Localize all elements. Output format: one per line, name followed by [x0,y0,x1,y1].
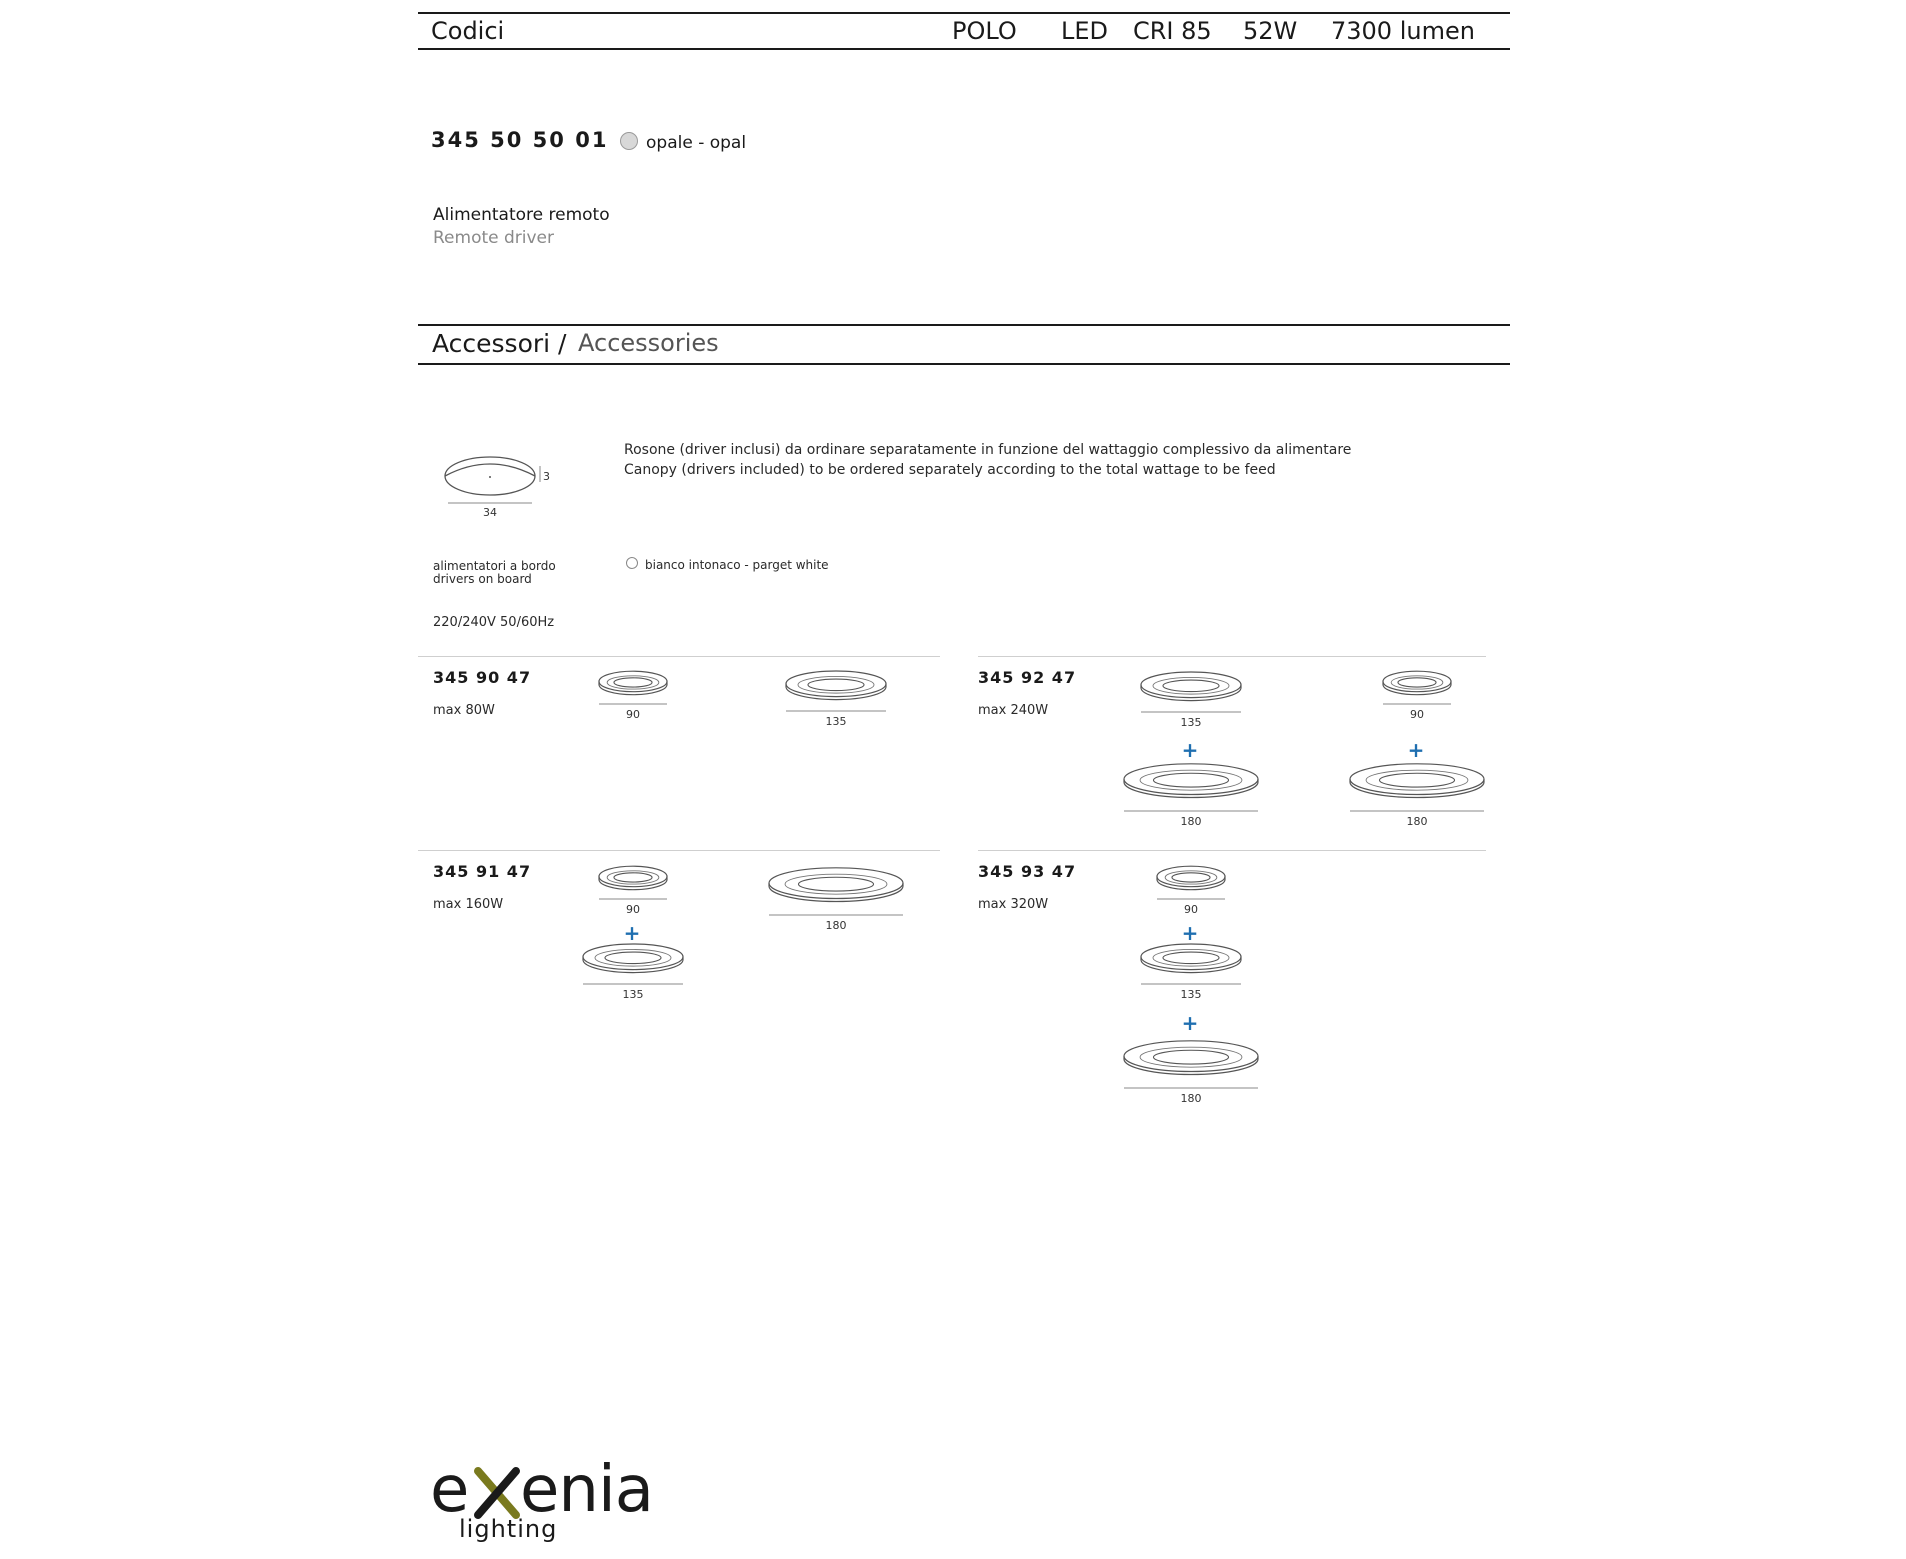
canopy-ring-icon [594,668,672,708]
ring-diameter-label: 180 [825,919,847,932]
item-max: max 160W [433,897,504,912]
header-cri: CRI 85 [1133,17,1212,45]
ring-diameter-label: 90 [626,708,640,721]
canopy-dim-height: 3 [543,470,550,483]
plus-icon: + [1407,738,1425,762]
plus-icon: + [1181,921,1199,945]
plus-icon: + [623,921,641,945]
top-rule [418,12,1510,14]
canopy-ring-icon [1378,668,1456,708]
ring-diameter-label: 135 [825,715,847,728]
item-max: max 80W [433,703,495,718]
ring-diameter-label: 180 [1406,815,1428,828]
canopy-ring-icon [1345,759,1489,815]
ring-diameter-label: 135 [1180,988,1202,1001]
parget-white-swatch-icon [625,556,639,570]
canopy-ring-icon [1136,668,1246,716]
header-codici: Codici [431,17,505,45]
canopy-ring-icon [1119,1036,1263,1092]
canopy-desc-it: Rosone (driver inclusi) da ordinare separatamente in funzione del wattaggio complessivo da alimentare [624,442,1352,458]
ring-diameter-label: 90 [1184,903,1198,916]
ring-diameter-label: 135 [1180,716,1202,729]
driver-label-it: Alimentatore remoto [433,205,610,225]
row1-left-rule [418,656,940,657]
canopy-ring-icon [1119,759,1263,815]
plus-icon: + [1181,1011,1199,1035]
opal-swatch-icon [619,131,639,151]
parget-white-label: bianco intonaco - parget white [645,558,829,572]
canopy-ring-icon [1152,863,1230,903]
svg-text:e: e [430,1453,469,1527]
item-code: 345 93 47 [978,862,1077,881]
accessories-top-rule [418,324,1510,326]
header-watt: 52W [1243,17,1298,45]
ring-diameter-label: 90 [626,903,640,916]
plus-icon: + [1181,738,1199,762]
item-code: 345 92 47 [978,668,1077,687]
canopy-ring-icon [1136,940,1246,988]
item-max: max 320W [978,897,1049,912]
header-bottom-rule [418,48,1510,50]
row2-right-rule [978,850,1486,851]
canopy-ring-icon [764,863,908,919]
canopy-drawing [440,450,550,510]
canopy-desc-en: Canopy (drivers included) to be ordered separately according to the total wattage to be feed [624,462,1276,478]
driver-label-en: Remote driver [433,228,555,248]
canopy-ring-icon [594,863,672,903]
accessories-bottom-rule [418,363,1510,365]
svg-text:enia: enia [520,1453,653,1527]
header-polo: POLO [952,17,1017,45]
row1-right-rule [978,656,1486,657]
ring-diameter-label: 90 [1410,708,1424,721]
canopy-ring-icon [781,667,891,715]
ring-diameter-label: 180 [1180,1092,1202,1105]
drivers-label-it: alimentatori a bordo [433,559,556,573]
accessories-title-en: Accessories [578,329,719,357]
canopy-dim-width: 34 [483,506,497,519]
product-code: 345 50 50 01 [431,128,609,152]
header-led: LED [1061,17,1109,45]
item-code: 345 90 47 [433,668,532,687]
logo-sub: lighting [459,1515,558,1543]
product-finish: opale - opal [646,133,747,153]
accessories-title-it: Accessori / [432,329,567,358]
header-lumen: 7300 lumen [1331,17,1475,45]
item-max: max 240W [978,703,1049,718]
voltage-label: 220/240V 50/60Hz [433,615,555,630]
canopy-ring-icon [578,940,688,988]
drivers-label-en: drivers on board [433,572,532,586]
ring-diameter-label: 135 [622,988,644,1001]
row2-left-rule [418,850,940,851]
item-code: 345 91 47 [433,862,532,881]
ring-diameter-label: 180 [1180,815,1202,828]
